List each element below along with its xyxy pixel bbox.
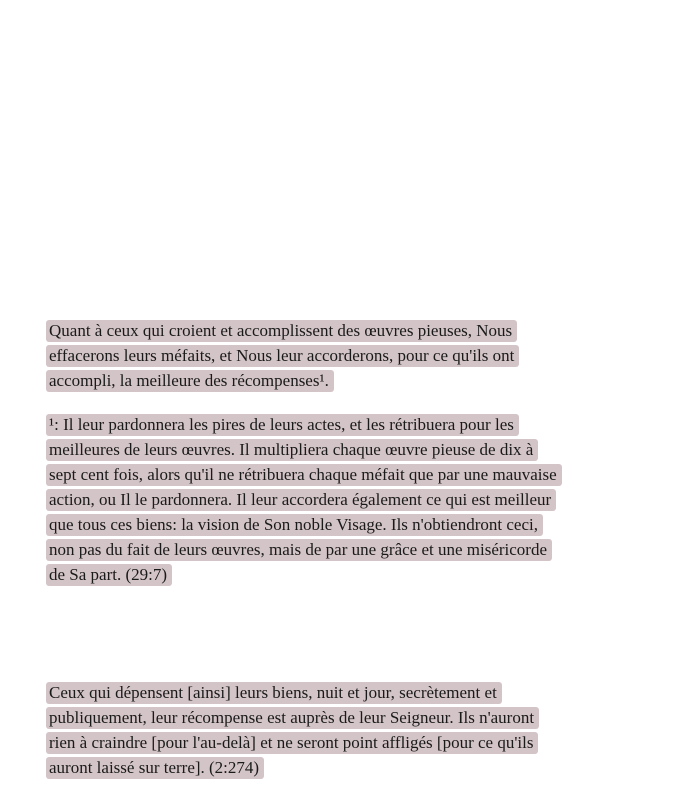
text-line: de Sa part. (29:7) — [46, 564, 172, 586]
text-line: effacerons leurs méfaits, et Nous leur accorderons, pour ce qu'ils ont — [46, 345, 519, 367]
text-line: meilleures de leurs œuvres. Il multipliera chaque œuvre pieuse de dix à — [46, 439, 538, 461]
text-line: Ceux qui dépensent [ainsi] leurs biens, nuit et jour, secrètement et — [46, 682, 502, 704]
text-line: accompli, la meilleure des récompenses¹. — [46, 370, 334, 392]
text-line: que tous ces biens: la vision de Son noble Visage. Ils n'obtiendront ceci, — [46, 514, 543, 536]
text-line: ¹: Il leur pardonnera les pires de leurs actes, et les rétribuera pour les — [46, 414, 519, 436]
text-line: action, ou Il le pardonnera. Il leur accordera également ce qui est meilleur — [46, 489, 556, 511]
footnote-paragraph — [46, 414, 562, 589]
text-line: rien à craindre [pour l'au-delà] et ne seront point affligés [pour ce qu'ils — [46, 732, 538, 754]
text-line: non pas du fait de leurs œuvres, mais de par une grâce et une miséricorde — [46, 539, 552, 561]
text-line: auront laissé sur terre]. (2:274) — [46, 757, 264, 779]
verse-paragraph — [46, 682, 539, 782]
verse-paragraph — [46, 320, 519, 395]
text-line: Quant à ceux qui croient et accomplissent des œuvres pieuses, Nous — [46, 320, 517, 342]
text-line: sept cent fois, alors qu'il ne rétribuera chaque méfait que par une mauvaise — [46, 464, 562, 486]
text-line: publiquement, leur récompense est auprès de leur Seigneur. Ils n'auront — [46, 707, 539, 729]
